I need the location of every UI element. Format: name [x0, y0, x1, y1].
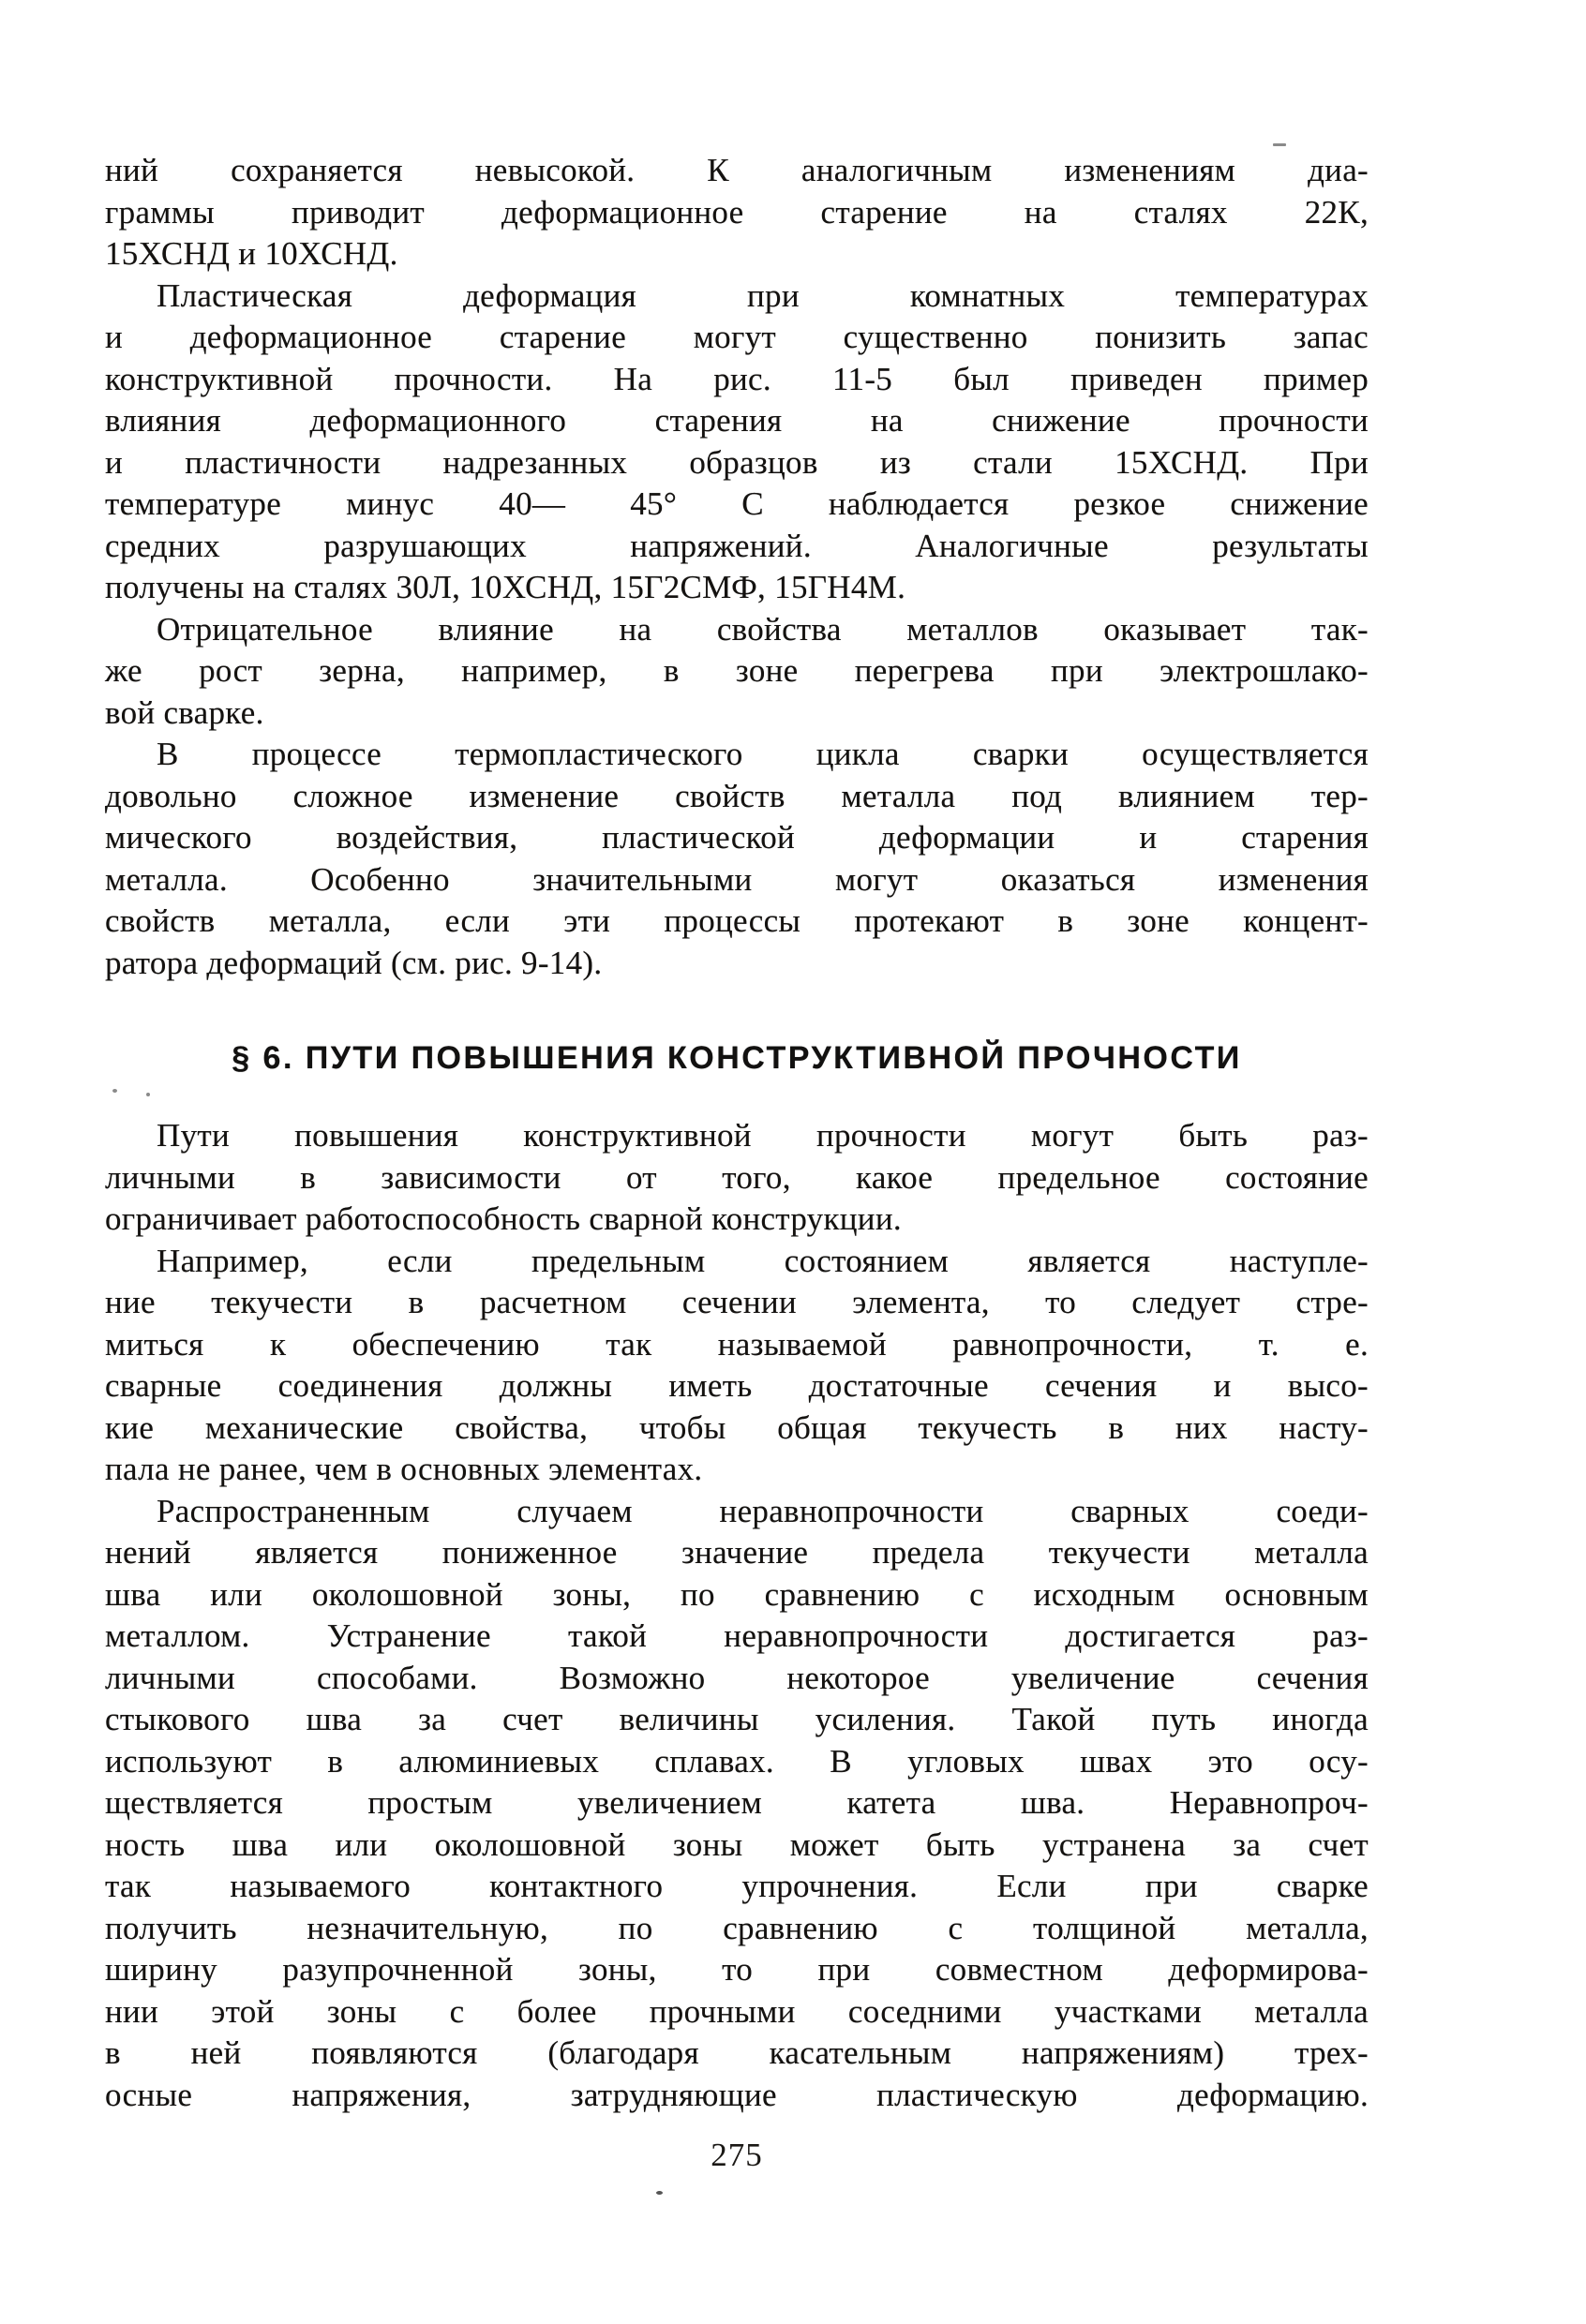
- text-line: личными в зависимости от того, какое предельное состояние: [105, 1158, 1369, 1196]
- text-line: ние текучести в расчетном сечении элемента, то следует стре-: [105, 1284, 1369, 1320]
- text-line: вой сварке.: [105, 693, 264, 731]
- text-line: металла. Особенно значительными могут оказаться изменения: [105, 860, 1369, 898]
- text-line: Например, если предельным состоянием является наступле-: [157, 1242, 1369, 1279]
- text-line: металлом. Устранение такой неравнопрочности достигается раз-: [105, 1617, 1369, 1654]
- text-line: и пластичности надрезанных образцов из стали 15ХСНД. При: [105, 443, 1369, 481]
- text-line: же рост зерна, например, в зоне перегрева при электрошлако-: [105, 652, 1369, 689]
- text-line: шва или околошовной зоны, по сравнению с исходным основным: [105, 1575, 1369, 1613]
- text-line: и деформационное старение могут существенно понизить запас: [105, 319, 1369, 355]
- text-line: мического воздействия, пластической деформации и старения: [105, 819, 1369, 856]
- text-line: температуре минус 40— 45° С наблюдается резкое снижение: [105, 485, 1369, 522]
- text-line: ширину разупрочненной зоны, то при совместном деформирова-: [105, 1951, 1369, 1988]
- text-line: осные напряжения, затрудняющие пластическую деформацию.: [105, 2076, 1369, 2113]
- scan-artifact-dot: [112, 1089, 117, 1093]
- text-line: ний сохраняется невысокой. К аналогичным изменениям диа-: [105, 152, 1369, 188]
- text-line: средних разрушающих напряжений. Аналогичные результаты: [105, 527, 1369, 564]
- text-line: Пластическая деформация при комнатных температурах: [157, 276, 1369, 314]
- text-line: ограничивает работоспособность сварной конструкции.: [105, 1200, 902, 1237]
- text-line: в ней появляются (благодаря касательным напряжениям) трех-: [105, 2034, 1369, 2071]
- section-heading: § 6. ПУТИ ПОВЫШЕНИЯ КОНСТРУКТИВНОЙ ПРОЧНОСТИ: [232, 1040, 1242, 1076]
- text-line: получены на сталях 30Л, 10ХСНД, 15Г2СМФ, 15ГН4М.: [105, 569, 906, 605]
- text-line: получить незначительную, по сравнению с толщиной металла,: [105, 1909, 1369, 1946]
- text-line: нений является пониженное значение предела текучести металла: [105, 1534, 1369, 1571]
- scan-artifact-dash: [1273, 143, 1286, 146]
- text-line: кие механические свойства, чтобы общая текучесть в них насту-: [105, 1408, 1369, 1446]
- text-line: ществляется простым увеличением катета шва. Неравнопроч-: [105, 1784, 1369, 1821]
- paragraph: [105, 734, 1369, 984]
- text-block: [105, 150, 1369, 2116]
- paragraph: [105, 609, 1369, 735]
- paragraph: [105, 1241, 1369, 1491]
- text-line: влияния деформационного старения на снижение прочности: [105, 402, 1369, 439]
- text-line: свойств металла, если эти процессы протекают в зоне концент-: [105, 902, 1369, 939]
- text-line: Распространенным случаем неравнопрочности сварных соеди-: [157, 1492, 1369, 1529]
- scan-artifact-dot: [146, 1093, 150, 1096]
- text-line: довольно сложное изменение свойств металла под влиянием тер-: [105, 777, 1369, 814]
- text-line: конструктивной прочности. На рис. 11-5 был приведен пример: [105, 360, 1369, 397]
- paragraph: [105, 1115, 1369, 1241]
- paragraph: [105, 150, 1369, 276]
- text-line: сварные соединения должны иметь достаточные сечения и высо-: [105, 1367, 1369, 1404]
- text-line: пала не ранее, чем в основных элементах.: [105, 1451, 703, 1487]
- text-line: личными способами. Возможно некоторое увеличение сечения: [105, 1659, 1369, 1696]
- text-line: миться к обеспечению так называемой равнопрочности, т. е.: [105, 1325, 1369, 1363]
- text-line: нии этой зоны с более прочными соседними участками металла: [105, 1992, 1369, 2030]
- text-line: ратора деформаций (см. рис. 9-14).: [105, 944, 603, 981]
- text-line: так называемого контактного упрочнения. Если при сварке: [105, 1868, 1369, 1904]
- text-line: стыкового шва за счет величины усиления. Такой путь иногда: [105, 1701, 1369, 1737]
- text-line: 15ХСНД и 10ХСНД.: [105, 235, 398, 272]
- scan-artifact-dot: [656, 2191, 663, 2195]
- text-line: используют в алюминиевых сплавах. В угловых швах это осу-: [105, 1742, 1369, 1780]
- text-line: В процессе термопластического цикла сварки осуществляется: [157, 736, 1369, 772]
- text-line: Пути повышения конструктивной прочности могут быть раз-: [157, 1117, 1369, 1154]
- paragraph: [105, 276, 1369, 609]
- text-line: ность шва или околошовной зоны может быть устранена за счет: [105, 1825, 1369, 1863]
- text-line: граммы приводит деформационное старение на сталях 22К,: [105, 193, 1369, 231]
- paragraph: [105, 1491, 1369, 2117]
- page-number: 275: [711, 2137, 763, 2173]
- text-line: Отрицательное влияние на свойства металлов оказывает так-: [157, 610, 1369, 648]
